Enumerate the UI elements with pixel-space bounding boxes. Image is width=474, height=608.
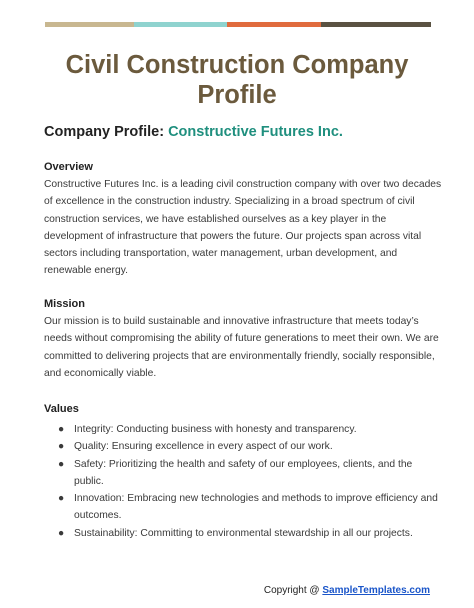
value-line: Safety: Prioritizing the health and safety of our employees, clients, and the [74,458,413,470]
overview-line: development of infrastructure that powers the future. Our projects span across vital [44,230,422,242]
overview-paragraph [44,176,442,280]
bullet-icon: ● [58,527,65,539]
values-heading: Values [44,403,79,415]
value-line: public. [74,475,104,487]
value-line: Quality: Ensuring excellence in every aspect of our work. [74,441,333,453]
values-list [44,421,436,542]
mission-paragraph [44,313,439,382]
mission-line: needs without compromising the ability of future generations to meet their own. We are [44,333,439,345]
title-line-2: Profile [197,81,277,109]
list-item [44,525,436,542]
company-profile-label: Company Profile: [44,124,169,140]
bullet-icon: ● [58,458,65,470]
bullet-icon: ● [58,441,65,453]
bullet-icon: ● [58,424,65,435]
overview-line: sectors including transportation, water management, urban development, and [44,248,398,260]
color-bar-segment [134,22,227,27]
color-bar-segment [227,22,321,27]
copyright-footer [0,585,474,596]
page-title [0,50,474,110]
list-item [44,421,436,438]
list-item [44,456,436,491]
value-line: outcomes. [74,510,122,522]
mission-line: and economically viable. [44,367,157,379]
color-bar-segment [321,22,431,27]
overview-line: of excellence in the construction industry. Specializing in a broad spectrum of civil [44,196,415,208]
list-item [44,438,436,455]
company-profile-heading [44,124,343,140]
bullet-icon: ● [58,493,65,505]
sampletemplates-link[interactable]: SampleTemplates.com [322,585,430,596]
overview-heading: Overview [44,161,93,173]
title-line-1: Civil Construction Company [65,51,409,79]
mission-line: Our mission is to build sustainable and innovative infrastructure that meets today’s [44,316,419,327]
overview-line: renewable energy. [44,265,128,277]
list-item [44,490,436,525]
value-line: Sustainability: Committing to environmental stewardship in all our projects. [74,527,413,539]
company-name: Constructive Futures Inc. [168,124,343,140]
overview-line: Constructive Futures Inc. is a leading civil construction company with over two decades [44,179,442,190]
mission-line: committed to delivering projects that are environmentally friendly, socially responsible, [44,350,435,362]
value-line: Innovation: Embracing new technologies and methods to improve efficiency and [74,493,438,505]
copyright-text: Copyright @ [263,585,323,596]
color-bar-segment [45,22,134,27]
overview-line: construction services, we have established ourselves as a key player in the [44,213,387,225]
value-line: Integrity: Conducting business with honesty and transparency. [74,424,357,435]
mission-heading: Mission [44,298,85,310]
decorative-color-bar [45,22,431,27]
